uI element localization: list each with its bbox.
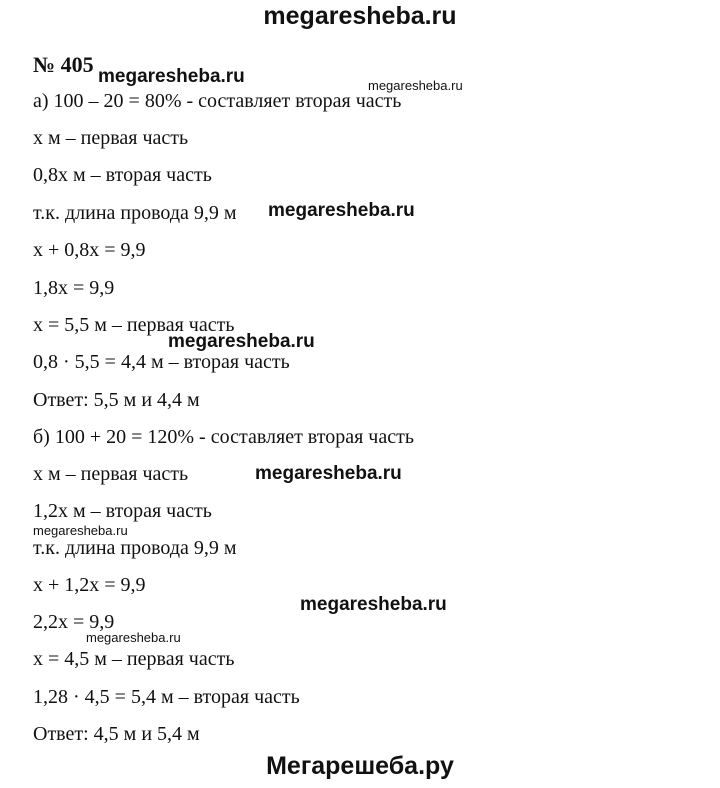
solution-line: т.к. длина провода 9,9 м (33, 537, 237, 559)
solution-line: 1,2х м – вторая часть (33, 500, 212, 522)
solution-line: 0,8 · 5,5 = 4,4 м – вторая часть (33, 351, 290, 373)
solution-line: х = 4,5 м – первая часть (33, 648, 235, 670)
watermark: megaresheba.ru (98, 66, 245, 87)
solution-line: х м – первая часть (33, 463, 189, 485)
solution-line: т.к. длина провода 9,9 м (33, 202, 237, 224)
footer-site-title: Мегарешеба.ру (266, 752, 454, 780)
solution-line: б) 100 + 20 = 120% - составляет вторая часть (33, 426, 414, 448)
solution-line: х + 0,8х = 9,9 (33, 239, 146, 261)
watermark: megaresheba.ru (368, 78, 463, 93)
solution-line: 0,8х м – вторая часть (33, 164, 212, 186)
watermark: megaresheba.ru (33, 523, 128, 538)
watermark: megaresheba.ru (268, 200, 415, 221)
solution-line: а) 100 – 20 = 80% - составляет вторая часть (33, 90, 402, 112)
solution-line: х м – первая часть (33, 127, 189, 149)
header-site-title: megaresheba.ru (263, 2, 457, 30)
solution-line: х + 1,2х = 9,9 (33, 574, 146, 596)
solution-line: х = 5,5 м – первая часть (33, 314, 235, 336)
watermark: megaresheba.ru (300, 594, 447, 615)
problem-number: № 405 (33, 52, 94, 77)
solution-line: 2,2х = 9,9 (33, 611, 115, 633)
solution-line: Ответ: 4,5 м и 5,4 м (33, 723, 200, 745)
solution-line: 1,28 · 4,5 = 5,4 м – вторая часть (33, 686, 300, 708)
watermark: megaresheba.ru (255, 463, 402, 484)
solution-line: 1,8х = 9,9 (33, 277, 115, 299)
solution-line: Ответ: 5,5 м и 4,4 м (33, 389, 200, 411)
watermark: megaresheba.ru (86, 630, 181, 645)
watermark: megaresheba.ru (168, 331, 315, 352)
